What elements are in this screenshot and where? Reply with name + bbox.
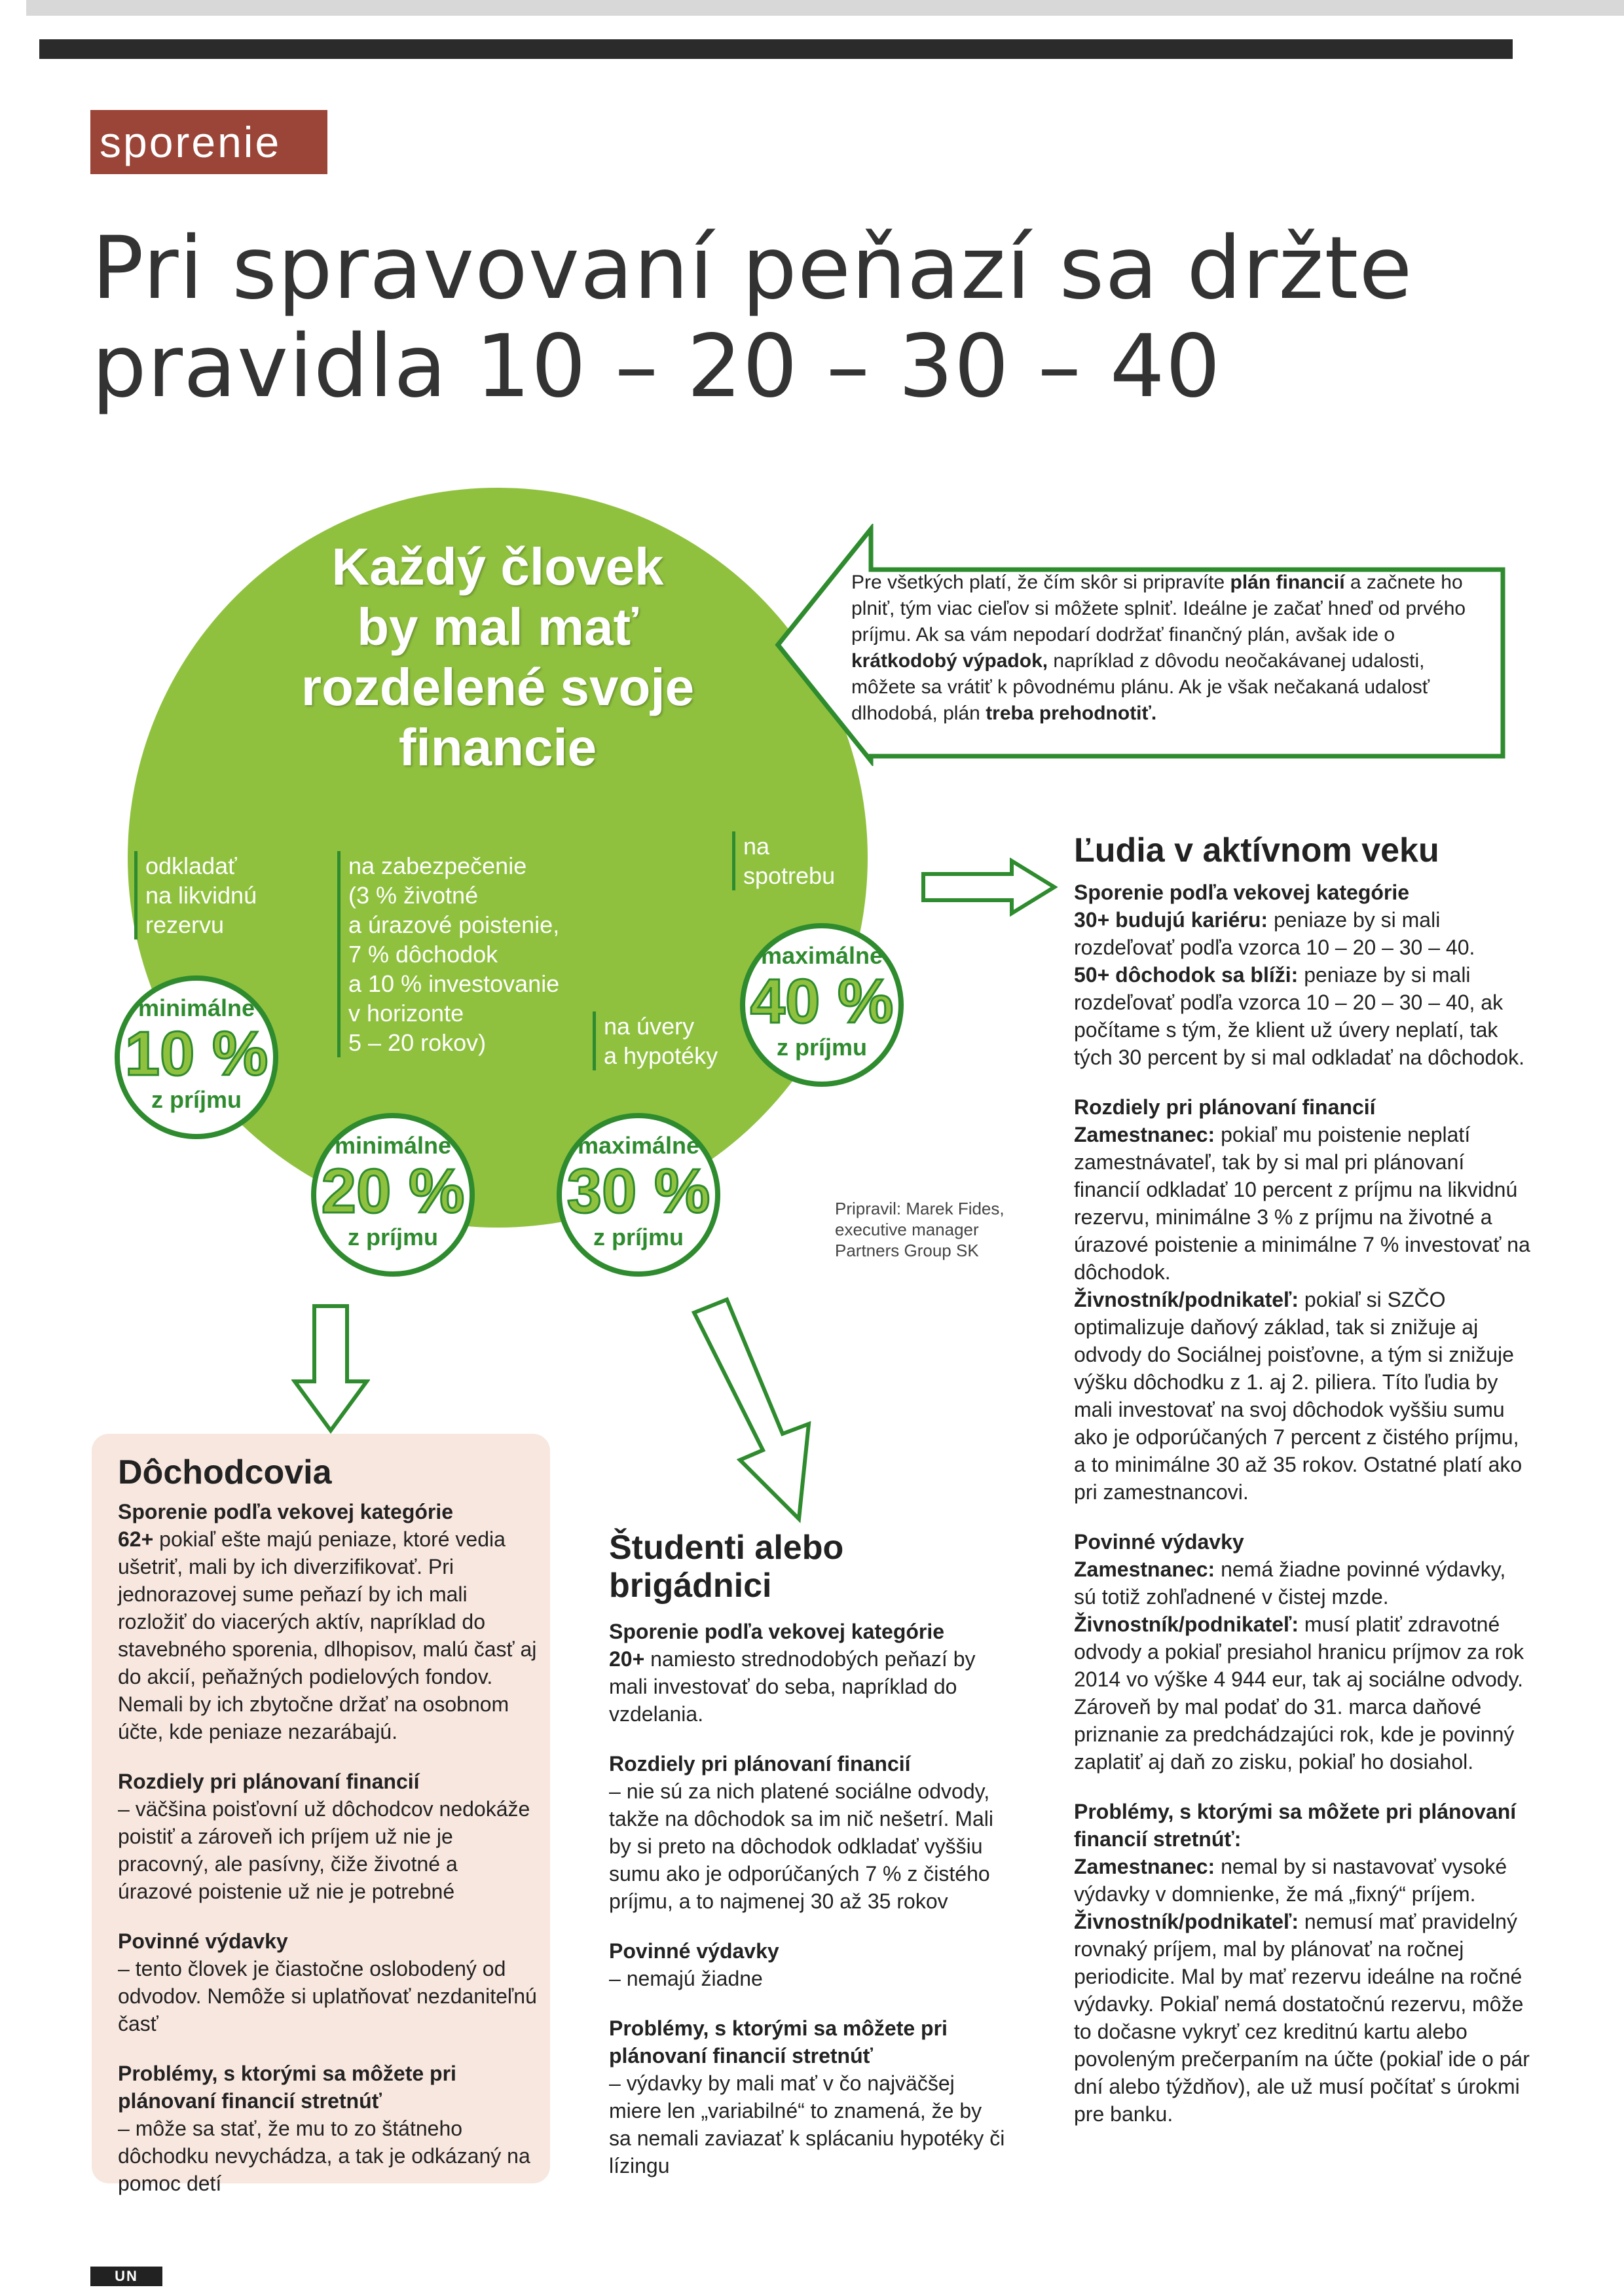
body-text: – nie sú za nich platené sociálne odvody, takže na dôchodok sa im nič nešetrí. Mali by si preto na dôchodok odkladať vyššiu sumu ako je odporúčaných 7 % z čistého príjmu, a to najmenej 30 až 35 rokov [609,1779,993,1913]
label-line: v horizonte [348,1000,464,1027]
subheading: Povinné výdavky [1074,1530,1244,1554]
subheading: Problémy, s ktorými sa môžete pri plánovaní financií stretnúť [118,2062,456,2113]
bold-text: 30+ budujú kariéru: [1074,908,1268,932]
badge-qualifier: maximálne [577,1132,700,1159]
label-line: odkladať [145,852,237,879]
title-line-1: Pri spravovaní peňazí sa držte [92,218,1413,319]
subheading: Rozdiely pri plánovaní financií [1074,1095,1376,1119]
subheading: Rozdiely pri plánovaní financií [609,1752,911,1776]
label-line: a úrazové poistenie, [348,911,560,938]
intro-text [851,570,1493,727]
label-line: a hypotéky [604,1042,718,1069]
label-10 [134,851,316,939]
bold-text: Živnostník/podnikateľ: [1074,1288,1299,1311]
paragraph [118,1498,537,1745]
paragraph [118,2060,537,2197]
body-text: nemal by si nastavovať vysoké výdavky v domnienke, že má „fixný“ príjem. [1074,1855,1507,1906]
body-text: pokiaľ si SZČO optimalizuje daňový základ, tak si znižuje aj odvody do Sociálnej poisťovne, a tým si znižuje výšku dôchodku z 1. aj 2. piliera. Títo ľudia by mali investovať na svoj dôchodok vyššiu sumu ako je odporúčaných 7 percent z čistého príjmu, a to minimálne 30 až 35 rokov. Ostatné platí ako pri zamestnancovi. [1074,1288,1522,1504]
paragraph [609,1750,1008,1915]
subheading: Sporenie podľa vekovej kategórie [1074,881,1410,904]
paragraph [118,1768,537,1905]
credit-line: Pripravil: Marek Fides, [835,1199,1005,1218]
intro-text-part: napríklad z dôvodu neočakávanej udalosti, môžete sa vrátiť k pôvodnému plánu. Ak je však nečakaná udalosť dlhodobá, plán [851,650,1430,724]
subheading: Povinné výdavky [118,1929,288,1953]
paragraph [609,2014,1008,2179]
arrow-down-icon [291,1303,370,1434]
body-text: – väčšina poisťovní už dôchodcov nedokáže poistiť a zároveň ich príjem už nie je pracovný, ale pasívny, čiže životné a úrazové poistenie už nie je potrebné [118,1797,530,1903]
section-heading: Dôchodcovia [118,1453,332,1491]
label-line: na likvidnú [145,882,257,909]
footer-logo: UN [90,2267,162,2286]
credit-line: Partners Group SK [835,1241,979,1260]
subheading: Sporenie podľa vekovej kategórie [609,1620,945,1643]
credit-line: executive manager [835,1220,979,1239]
label-line: na úvery [604,1013,695,1040]
subheading: Povinné výdavky [609,1939,779,1963]
badge-qualifier: maximálne [760,942,883,969]
paragraph [1074,1093,1532,1506]
label-40 [732,831,874,890]
badge-suffix: z príjmu [593,1224,684,1250]
circle-heading-line: rozdelené svoje [301,658,695,716]
badge-suffix: z príjmu [776,1034,867,1061]
badge-40 [740,923,904,1087]
students-section [609,1529,1008,2179]
label-line: 7 % dôchodok [348,941,498,968]
badge-suffix: z príjmu [151,1086,242,1113]
badge-qualifier: minimálne [334,1132,452,1159]
retirees-section [118,1453,537,2197]
body-text: peniaze by si mali rozdeľovať podľa vzorca 10 – 20 – 30 – 40. [1074,908,1475,959]
arrow-diagonal-icon [681,1293,838,1529]
badge-qualifier: minimálne [138,994,255,1021]
bold-text: 20+ [609,1647,645,1671]
page-title [92,219,1565,416]
subheading: Problémy, s ktorými sa môžete pri plánovaní financií stretnúť [609,2016,948,2068]
circle-heading-line: financie [398,718,597,776]
body-text: – výdavky by mali mať v čo najväčšej miere len „variabilné“ to znamená, že by sa nemali zaviazať k splácaniu hypotéky či lízingu [609,2071,1005,2178]
title-line-2: pravidla 10 – 20 – 30 – 40 [92,316,1221,417]
label-line: a 10 % investovanie [348,970,560,997]
body-text: – môže sa stať, že mu to zo štátneho dôchodku nevychádza, a tak je odkázaný na pomoc detí [118,2117,530,2195]
top-edge-bar [26,0,1624,16]
header-rule [39,39,1513,59]
body-text: nemusí mať pravidelný rovnaký príjem, mal by plánovať na ročnej periodicite. Mal by mať rezervu ideálne na ročné výdavky. Pokiaľ nemá dostatočnú rezervu, môže to dočasne vykryť cez kreditnú kartu alebo povoleným prečerpaním na účte (pokiaľ ide o pár dní alebo týždňov), ale už musí počítať s úrokmi pre banku. [1074,1910,1530,2126]
body-text: pokiaľ ešte majú peniaze, ktoré vedia ušetriť, mali by ich diverzifikovať. Pri jednorazovej sume peňazí by ich mali rozložiť do viacerých aktív, napríklad do stavebného sporenia, dlhopisov, malú časť aj do akcií, peňažných podielových fondov. Nemali by ich zbytočne držať na osobnom účte, kde peniaze nezarábajú. [118,1527,537,1743]
section-tag: sporenie [90,110,327,174]
circle-heading-line: by mal mať [357,598,638,656]
bold-text: Zamestnanec: [1074,1855,1215,1878]
intro-bold: plán financií [1230,572,1345,593]
badge-10 [115,975,278,1139]
label-line: rezervu [145,911,225,938]
credit [835,1198,1044,1261]
badge-percent: 20 % [321,1156,465,1226]
badge-20 [311,1113,475,1277]
bold-text: Živnostník/podnikateľ: [1074,1613,1299,1636]
body-text: – tento človek je čiastočne oslobodený od odvodov. Nemôže si uplatňovať nezdaniteľnú časť [118,1957,537,2035]
paragraph [1074,879,1532,1071]
arrow-right-icon [920,858,1058,917]
body-text: pokiaľ mu poistenie neplatí zamestnávateľ, tak by si mal pri plánovaní financií odkladať 10 percent z príjmu na likvidnú rezervu, minimálne 3 % z príjmu na životné a úrazové poistenie a minimálne 7 % investovať na dôchodok. [1074,1123,1530,1284]
label-line: (3 % životné [348,882,479,909]
intro-bold: krátkodobý výpadok, [851,650,1048,672]
bold-text: Zamestnanec: [1074,1123,1215,1146]
active-age-section [1074,831,1532,2128]
bold-text: 62+ [118,1527,154,1551]
badge-suffix: z príjmu [347,1224,438,1250]
paragraph [1074,1798,1532,2128]
label-line: 5 – 20 rokov) [348,1029,487,1056]
circle-heading [203,537,792,778]
intro-text-part: a začnete ho plniť, tým viac cieľov si môžete splniť. Ideálne je začať hneď od prvého príjmu. Ak sa vám nepodarí dodržať finančný plán, avšak ide o [851,572,1466,646]
intro-text-part: Pre všetkých platí, že čím skôr si pripravíte [851,572,1230,593]
label-30 [593,1011,761,1070]
badge-percent: 30 % [566,1156,710,1226]
body-text: nemá žiadne povinné výdavky, sú totiž zohľadnené v čistej mzde. [1074,1558,1506,1609]
subheading: Problémy, s ktorými sa môžete pri plánovaní financií stretnúť: [1074,1800,1517,1851]
label-line: na zabezpečenie [348,852,527,879]
paragraph [118,1927,537,2037]
label-line: spotrebu [743,862,836,889]
paragraph [609,1937,1008,1992]
label-line: na [743,833,770,860]
bold-text: Zamestnanec: [1074,1558,1215,1581]
badge-30 [557,1113,720,1277]
badge-percent: 10 % [124,1019,268,1089]
body-text: musí platiť zdravotné odvody a pokiaľ presiahol hranicu príjmov za rok 2014 vo výške 4 944 eur, tak aj sociálne odvody. Zároveň by mal podať do 31. marca daňové priznanie za predchádzajúci rok, kde je povinný zaplatiť aj daň zo zisku, pokiaľ ho dosiahol. [1074,1613,1524,1774]
subheading: Sporenie podľa vekovej kategórie [118,1500,454,1523]
circle-heading-line: Každý človek [331,538,664,596]
section-heading: Študenti alebo brigádnici [609,1529,844,1605]
subheading: Rozdiely pri plánovaní financií [118,1770,420,1793]
body-text: – nemajú žiadne [609,1967,763,1990]
paragraph [1074,1528,1532,1776]
body-text: peniaze by si mali rozdeľovať podľa vzorca 10 – 20 – 30 – 40, ak počítame s tým, že klient už úvery neplatí, tak tých 30 percent by si mal odkladať na dôchodok. [1074,963,1524,1069]
bold-text: Živnostník/podnikateľ: [1074,1910,1299,1933]
bold-text: 50+ dôchodok sa blíži: [1074,963,1299,987]
body-text: namiesto strednodobých peňazí by mali investovať do seba, napríklad do vzdelania. [609,1647,976,1726]
section-heading: Ľudia v aktívnom veku [1074,831,1439,869]
paragraph [609,1618,1008,1728]
badge-percent: 40 % [750,966,894,1036]
intro-bold: treba prehodnotiť. [986,702,1157,724]
label-20 [337,851,610,1057]
